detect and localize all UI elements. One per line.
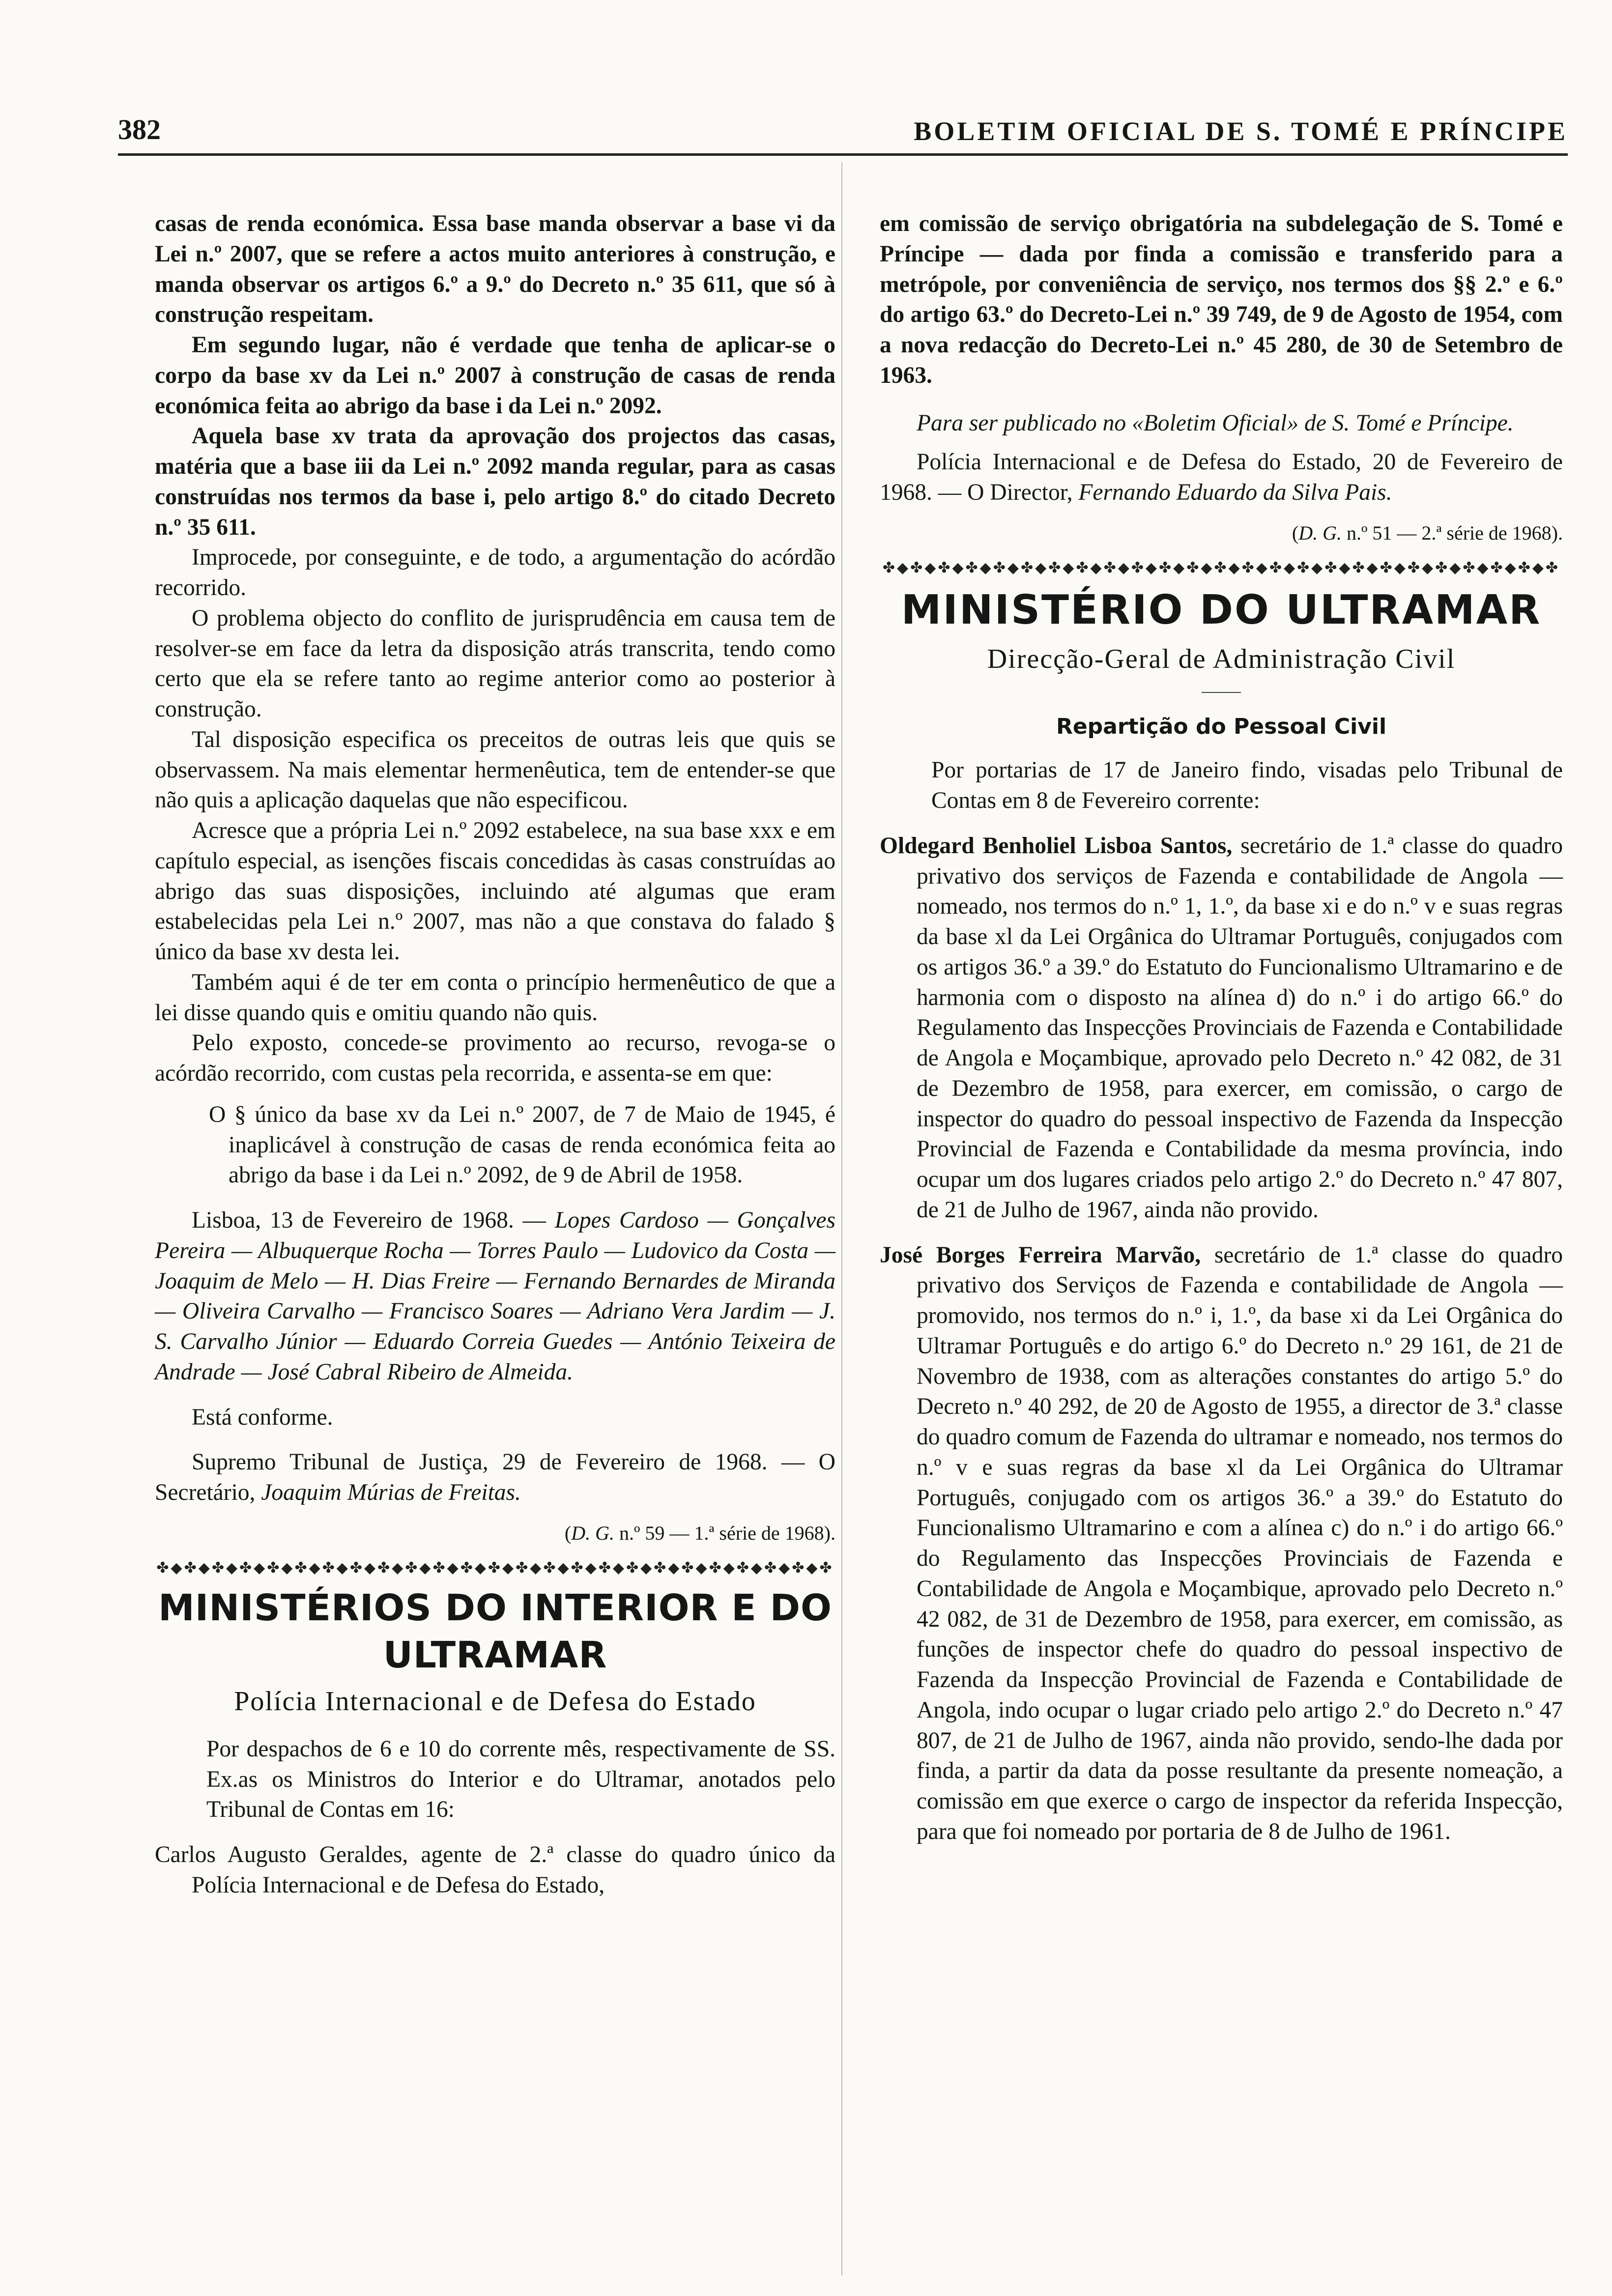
entry-name: Oldegard Benholiel Lisboa Santos, <box>880 832 1233 859</box>
source-reference: (D. G. n.º 51 — 2.ª série de 1968). <box>1292 521 1563 544</box>
paragraph: casas de renda económica. Essa base manda observar a base vi da Lei n.º 2007, que se refere a actos muito anteriores à construção, e manda observar os artigos 6.º a 9.º do Decreto n.º 35 611, que só à construção respeitam. <box>155 211 835 328</box>
signatory-list: Lopes Cardoso — Gonçalves Pereira — Albuquerque Rocha — Torres Paulo — Ludovico da Costa — Joaquim de Melo — H. Dias Freire — Fernando Bernardes de Miranda — Oliveira Carvalho — Francisco Soares — Adriano Vera Jardim — J. S. Carvalho Júnior — Eduardo Correia Guedes — António Teixeira de Andrade — José Cabral Ribeiro de Almeida. <box>155 1207 836 1385</box>
paragraph: O problema objecto do conflito de jurisprudência em causa tem de resolver-se em face da letra da disposição atrás transcrita, tendo como certo que ela se refere tanto ao regime anterior como ao posterior à construção. <box>155 605 835 722</box>
repartition-heading: Repartição do Pessoal Civil <box>1056 714 1387 740</box>
director-signoff <box>880 447 1563 508</box>
ornament-divider: ✤◆✤◆✤◆✤◆✤◆✤◆✤◆✤◆✤◆✤◆✤◆✤◆✤◆✤◆✤◆✤◆✤◆✤◆✤◆✤◆✤◆✤◆✤◆✤◆✤ <box>882 559 1560 576</box>
personnel-entry <box>880 1240 1563 1847</box>
ruling-quote <box>192 1100 835 1191</box>
entry-text: secretário de 1.ª classe do quadro privativo dos Serviços de Fazenda e contabilidade de Angola — promovido, nos termos do n.º i, 1.º, da base xi da Lei Orgânica do Ultramar Português e do artigo 6.º do Decreto n.º 29 161, de 21 de Novembro de 1938, com as alterações constantes do artigo 5.º do Decreto n.º 40 292, de 20 de Agosto de 1955, a director de 3.ª classe do quadro comum de Fazenda do ultramar e nomeado, nos termos do n.º v e suas regras da base xl da Lei Orgânica do Ultramar Português, conjugado com os artigos 36.º a 39.º do Estatuto do Funcionalismo Ultramarino e com a alínea c) do n.º i do artigo 66.º do Regulamento das Inspecções Provinciais de Fazenda e Contabilidade de Angola e Moçambique, aprovado pelo Decreto n.º 42 082, de 31 de Dezembro de 1958, para exercer, em comissão, as funções de inspector chefe do quadro do pessoal inspectivo de Fazenda da Inspecção Provincial de Fazenda e Contabilidade de Angola, indo ocupar o lugar criado pelo artigo 2.º do Decreto n.º 47 807, de 21 de Julho de 1967, ainda não provido, sendo-lhe dada por finda, a partir da data da posse resultante da presente nomeação, a comissão em que exerce o cargo de inspector da referida Inspecção, para que foi nomeado por portaria de 8 de Julho de 1961. <box>917 1242 1563 1844</box>
right-column <box>880 209 1563 1847</box>
paragraph: Tal disposição especifica os preceitos de outras leis que quis se observassem. Na mais elementar hermenêutica, tem de entender-se que não quis a aplicação daquelas que não especificou. <box>155 726 835 813</box>
personnel-entry-continued: em comissão de serviço obrigatória na subdelegação de S. Tomé e Príncipe — dada por finda a comissão e transferido para a metrópole, por conveniência de serviço, nos termos dos §§ 2.º e 6.º do artigo 63.º do Decreto-Lei n.º 39 749, de 9 de Agosto de 1954, com a nova redacção do Decreto-Lei n.º 45 280, de 30 de Setembro de 1963. <box>880 211 1563 388</box>
section-subtitle: Polícia Internacional e de Defesa do Estado <box>234 1686 756 1717</box>
section-subtitle: Direcção-Geral de Administração Civil <box>987 644 1456 675</box>
personnel-entry: Carlos Augusto Geraldes, agente de 2.ª classe do quadro único da Polícia Internacional e de Defesa do Estado, <box>155 1842 835 1898</box>
ministry-heading: MINISTÉRIOS DO INTERIOR E DO ULTRAMAR <box>158 1586 832 1676</box>
paragraph: Também aqui é de ter em conta o princípio hermenêutico de que a lei disse quando quis e omitiu quando não quis. <box>155 969 835 1026</box>
tribunal-line: Supremo Tribunal de Justiça, 29 de Fevereiro de 1968. — O Secretário, <box>155 1449 835 1505</box>
short-rule <box>1202 692 1241 693</box>
source-rest: n.º 51 — 2.ª série de 1968). <box>1346 521 1563 544</box>
publication-title: BOLETIM OFICIAL DE S. TOMÉ E PRÍNCIPE <box>914 116 1568 146</box>
paragraph: Improcede, por conseguinte, e de todo, a argumentação do acórdão recorrido. <box>155 545 835 601</box>
source-dg: D. G. <box>571 1521 614 1544</box>
paragraph: Pelo exposto, concede-se provimento ao recurso, revoga-se o acórdão recorrido, com custas pela recorrida, e assenta-se em que: <box>155 1030 835 1086</box>
personnel-entry <box>880 831 1563 1226</box>
ruling-text: O § único da base xv da Lei n.º 2007, de 7 de Maio de 1945, é inaplicável à construção de casas de renda económica feita ao abrigo da base i da Lei n.º 2092, de 9 de Abril de 1958. <box>209 1101 835 1188</box>
entry-text: secretário de 1.ª classe do quadro privativo dos serviços de Fazenda e contabilidade de Angola — nomeado, nos termos do n.º 1, 1.º, da base xi e do n.º v e suas regras da base xl da Lei Orgânica do Ultramar Português, conjugados com os artigos 36.º a 39.º do Estatuto do Funcionalismo Ultramarino e de harmonia com o disposto na alínea d) do n.º i do artigo 66.º do Regulamento das Inspecções Provinciais de Fazenda e Contabilidade de Angola e Moçambique, aprovado pelo Decreto n.º 42 082, de 31 de Dezembro de 1958, para exercer, em comissão, o cargo de inspector do quadro do pessoal inspectivo de Fazenda da Inspecção Provincial de Fazenda e Contabilidade da mesma província, indo ocupar um dos lugares criados pelo artigo 2.º do Decreto n.º 47 807, de 21 de Julho de 1967, ainda não provido. <box>917 832 1563 1223</box>
source-dg: D. G. <box>1298 521 1342 544</box>
paragraph: Em segundo lugar, não é verdade que tenha de aplicar-se o corpo da base xv da Lei n.º 2007 à construção de casas de renda económica feita ao abrigo da base i da Lei n.º 2092. <box>155 332 835 419</box>
secretary-name: Joaquim Múrias de Freitas. <box>261 1480 521 1505</box>
page-number: 382 <box>118 114 161 145</box>
tribunal-signoff <box>155 1447 835 1508</box>
paragraph: Aquela base xv trata da aprovação dos projectos das casas, matéria que a base iii da Lei n.º 2092 manda regular, para as casas construídas nos termos da base i, pelo artigo 8.º do citado Decreto n.º 35 611. <box>155 423 835 540</box>
left-column <box>155 209 835 1901</box>
header-rule <box>118 153 1568 156</box>
page-header <box>118 113 1568 147</box>
ornament-divider: ✤◆✤◆✤◆✤◆✤◆✤◆✤◆✤◆✤◆✤◆✤◆✤◆✤◆✤◆✤◆✤◆✤◆✤◆✤◆✤◆✤◆✤◆✤◆✤◆✤ <box>156 1559 834 1576</box>
publish-note: Para ser publicado no «Boletim Oficial» de S. Tomé e Príncipe. <box>917 410 1514 436</box>
signoff-text: Polícia Internacional e de Defesa do Estado, 20 de Fevereiro de 1968. — O Director, <box>880 449 1563 505</box>
column-divider <box>841 162 842 2275</box>
signatures <box>155 1205 835 1388</box>
source-reference: (D. G. n.º 59 — 1.ª série de 1968). <box>564 1521 835 1544</box>
conforme: Está conforme. <box>192 1404 333 1430</box>
entry-name: José Borges Ferreira Marvão, <box>880 1242 1201 1268</box>
paragraph: Acresce que a própria Lei n.º 2092 estabelece, na sua base xxx e em capítulo especial, as isenções fiscais concedidas às casas construídas ao abrigo das suas disposições, incluindo até algumas que eram estabelecidas pela Lei n.º 2007, mas não a que constava do falado § único da base xv desta lei. <box>155 818 835 965</box>
date-line: Lisboa, 13 de Fevereiro de 1968. — <box>192 1207 547 1233</box>
intro-paragraph: Por despachos de 6 e 10 do corrente mês, respectivamente de SS. Ex.as os Ministros do Interior e do Ultramar, anotados pelo Tribunal de Contas em 16: <box>206 1736 835 1823</box>
director-name: Fernando Eduardo da Silva Pais. <box>1078 480 1392 505</box>
source-rest: n.º 59 — 1.ª série de 1968). <box>619 1521 835 1544</box>
ministry-heading: MINISTÉRIO DO ULTRAMAR <box>901 586 1542 633</box>
intro-paragraph: Por portarias de 17 de Janeiro findo, visadas pelo Tribunal de Contas em 8 de Fevereiro corrente: <box>931 757 1563 814</box>
